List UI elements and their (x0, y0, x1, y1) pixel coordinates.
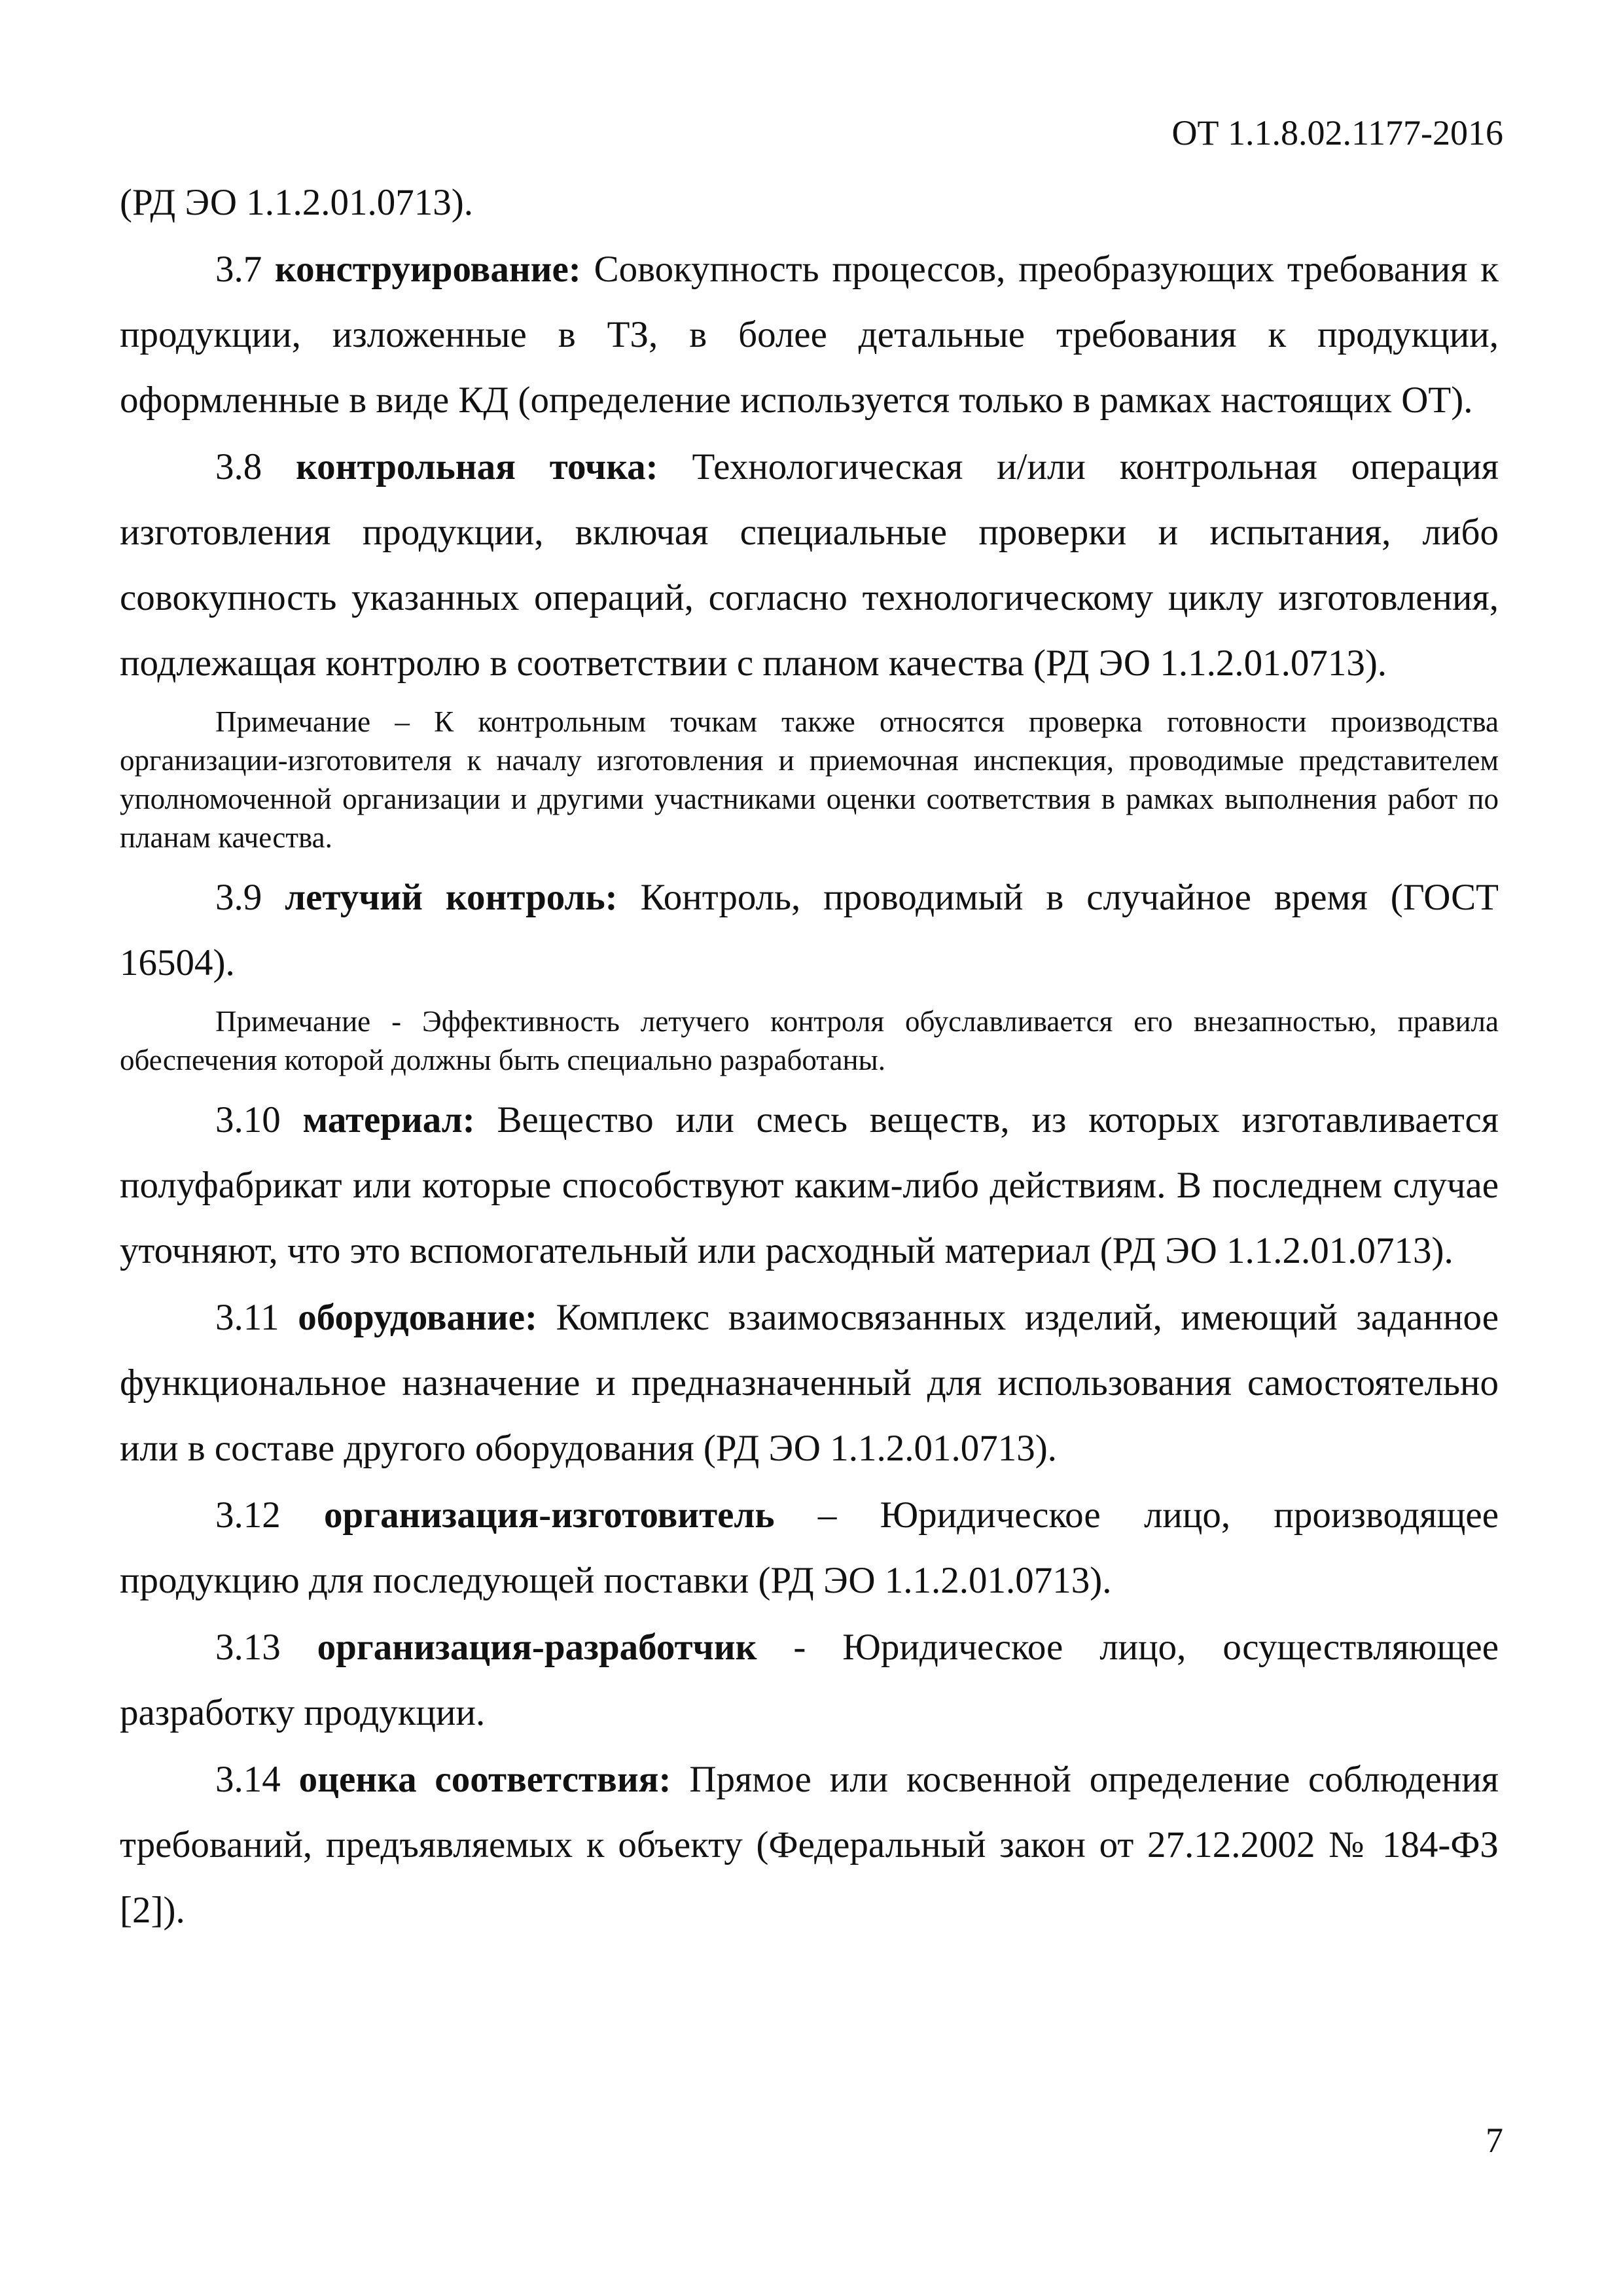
definition-3-14 (120, 1747, 1499, 1943)
definition-text: - Юридическое лицо, осуществляющее разработку продукции. (120, 1627, 1499, 1733)
definition-text: Вещество или смесь веществ, из которых изготавливается полуфабрикат или которые способствуют каким-либо действиям. В последнем случае уточняют, что это вспомогательный или расходный материал (РД ЭО 1.1.2.01.0713). (120, 1099, 1499, 1271)
definition-3-12 (120, 1483, 1499, 1614)
clause-number: 3.7 (215, 249, 262, 290)
continuation-text: (РД ЭО 1.1.2.01.0713). (120, 182, 473, 223)
document-code: ОТ 1.1.8.02.1177-2016 (1171, 113, 1503, 152)
definition-3-11 (120, 1285, 1499, 1481)
page-number: 7 (1486, 2121, 1503, 2160)
definition-text: Прямое или косвенной определение соблюдения требований, предъявляемых к объекту (Федеральный закон от 27.12.2002 № 184-ФЗ [2]). (120, 1759, 1499, 1931)
clause-number: 3.14 (215, 1759, 281, 1800)
clause-number: 3.12 (215, 1494, 281, 1536)
defined-term: оборудование: (298, 1297, 538, 1338)
definition-3-10 (120, 1087, 1499, 1284)
defined-term: летучий контроль: (285, 877, 618, 918)
clause-number: 3.8 (215, 446, 262, 487)
defined-term: контрольная точка: (296, 446, 658, 487)
defined-term: организация-разработчик (317, 1627, 757, 1668)
definition-text: – Юридическое лицо, производящее продукцию для последующей поставки (РД ЭО 1.1.2.01.0713). (120, 1494, 1499, 1601)
document-body (120, 170, 1499, 1943)
defined-term: конструирование: (275, 249, 581, 290)
definition-text: Комплекс взаимосвязанных изделий, имеющий заданное функциональное назначение и предназначенный для использования самостоятельно или в составе другого оборудования (РД ЭО 1.1.2.01.0713). (120, 1297, 1499, 1469)
defined-term: организация-изготовитель (324, 1494, 775, 1536)
definition-3-8 (120, 434, 1499, 696)
clause-number: 3.9 (215, 877, 262, 918)
clause-number: 3.11 (215, 1297, 279, 1338)
defined-term: оценка соответствия: (298, 1759, 671, 1800)
clause-number: 3.10 (215, 1099, 281, 1140)
note-3-8: Примечание – К контрольным точкам также относятся проверка готовности производства организации-изготовителя к началу изготовления и приемочная инспекция, проводимые представителем уполномоченной организации и другими участниками оценки соответствия в рамках выполнения работ по планам качества. (120, 705, 1499, 854)
definition-text: Технологическая и/или контрольная операция изготовления продукции, включая специальные проверки и испытания, либо совокупность указанных операций, согласно технологическому циклу изготовления, подлежащая контролю в соответствии с планом качества (РД ЭО 1.1.2.01.0713). (120, 446, 1499, 684)
definition-text: Совокупность процессов, преобразующих требования к продукции, изложенные в ТЗ, в более детальные требования к продукции, оформленные в виде КД (определение используется только в рамках настоящих ОТ). (120, 249, 1499, 421)
defined-term: материал: (302, 1099, 475, 1140)
definition-3-13 (120, 1615, 1499, 1746)
clause-number: 3.13 (215, 1627, 281, 1668)
definition-text: Контроль, проводимый в случайное время (ГОСТ 16504). (120, 877, 1499, 983)
definition-3-7 (120, 237, 1499, 433)
note-3-9: Примечание - Эффективность летучего контроля обуславливается его внезапностью, правила обеспечения которой должны быть специально разработаны. (120, 1005, 1499, 1076)
definition-3-9 (120, 865, 1499, 996)
